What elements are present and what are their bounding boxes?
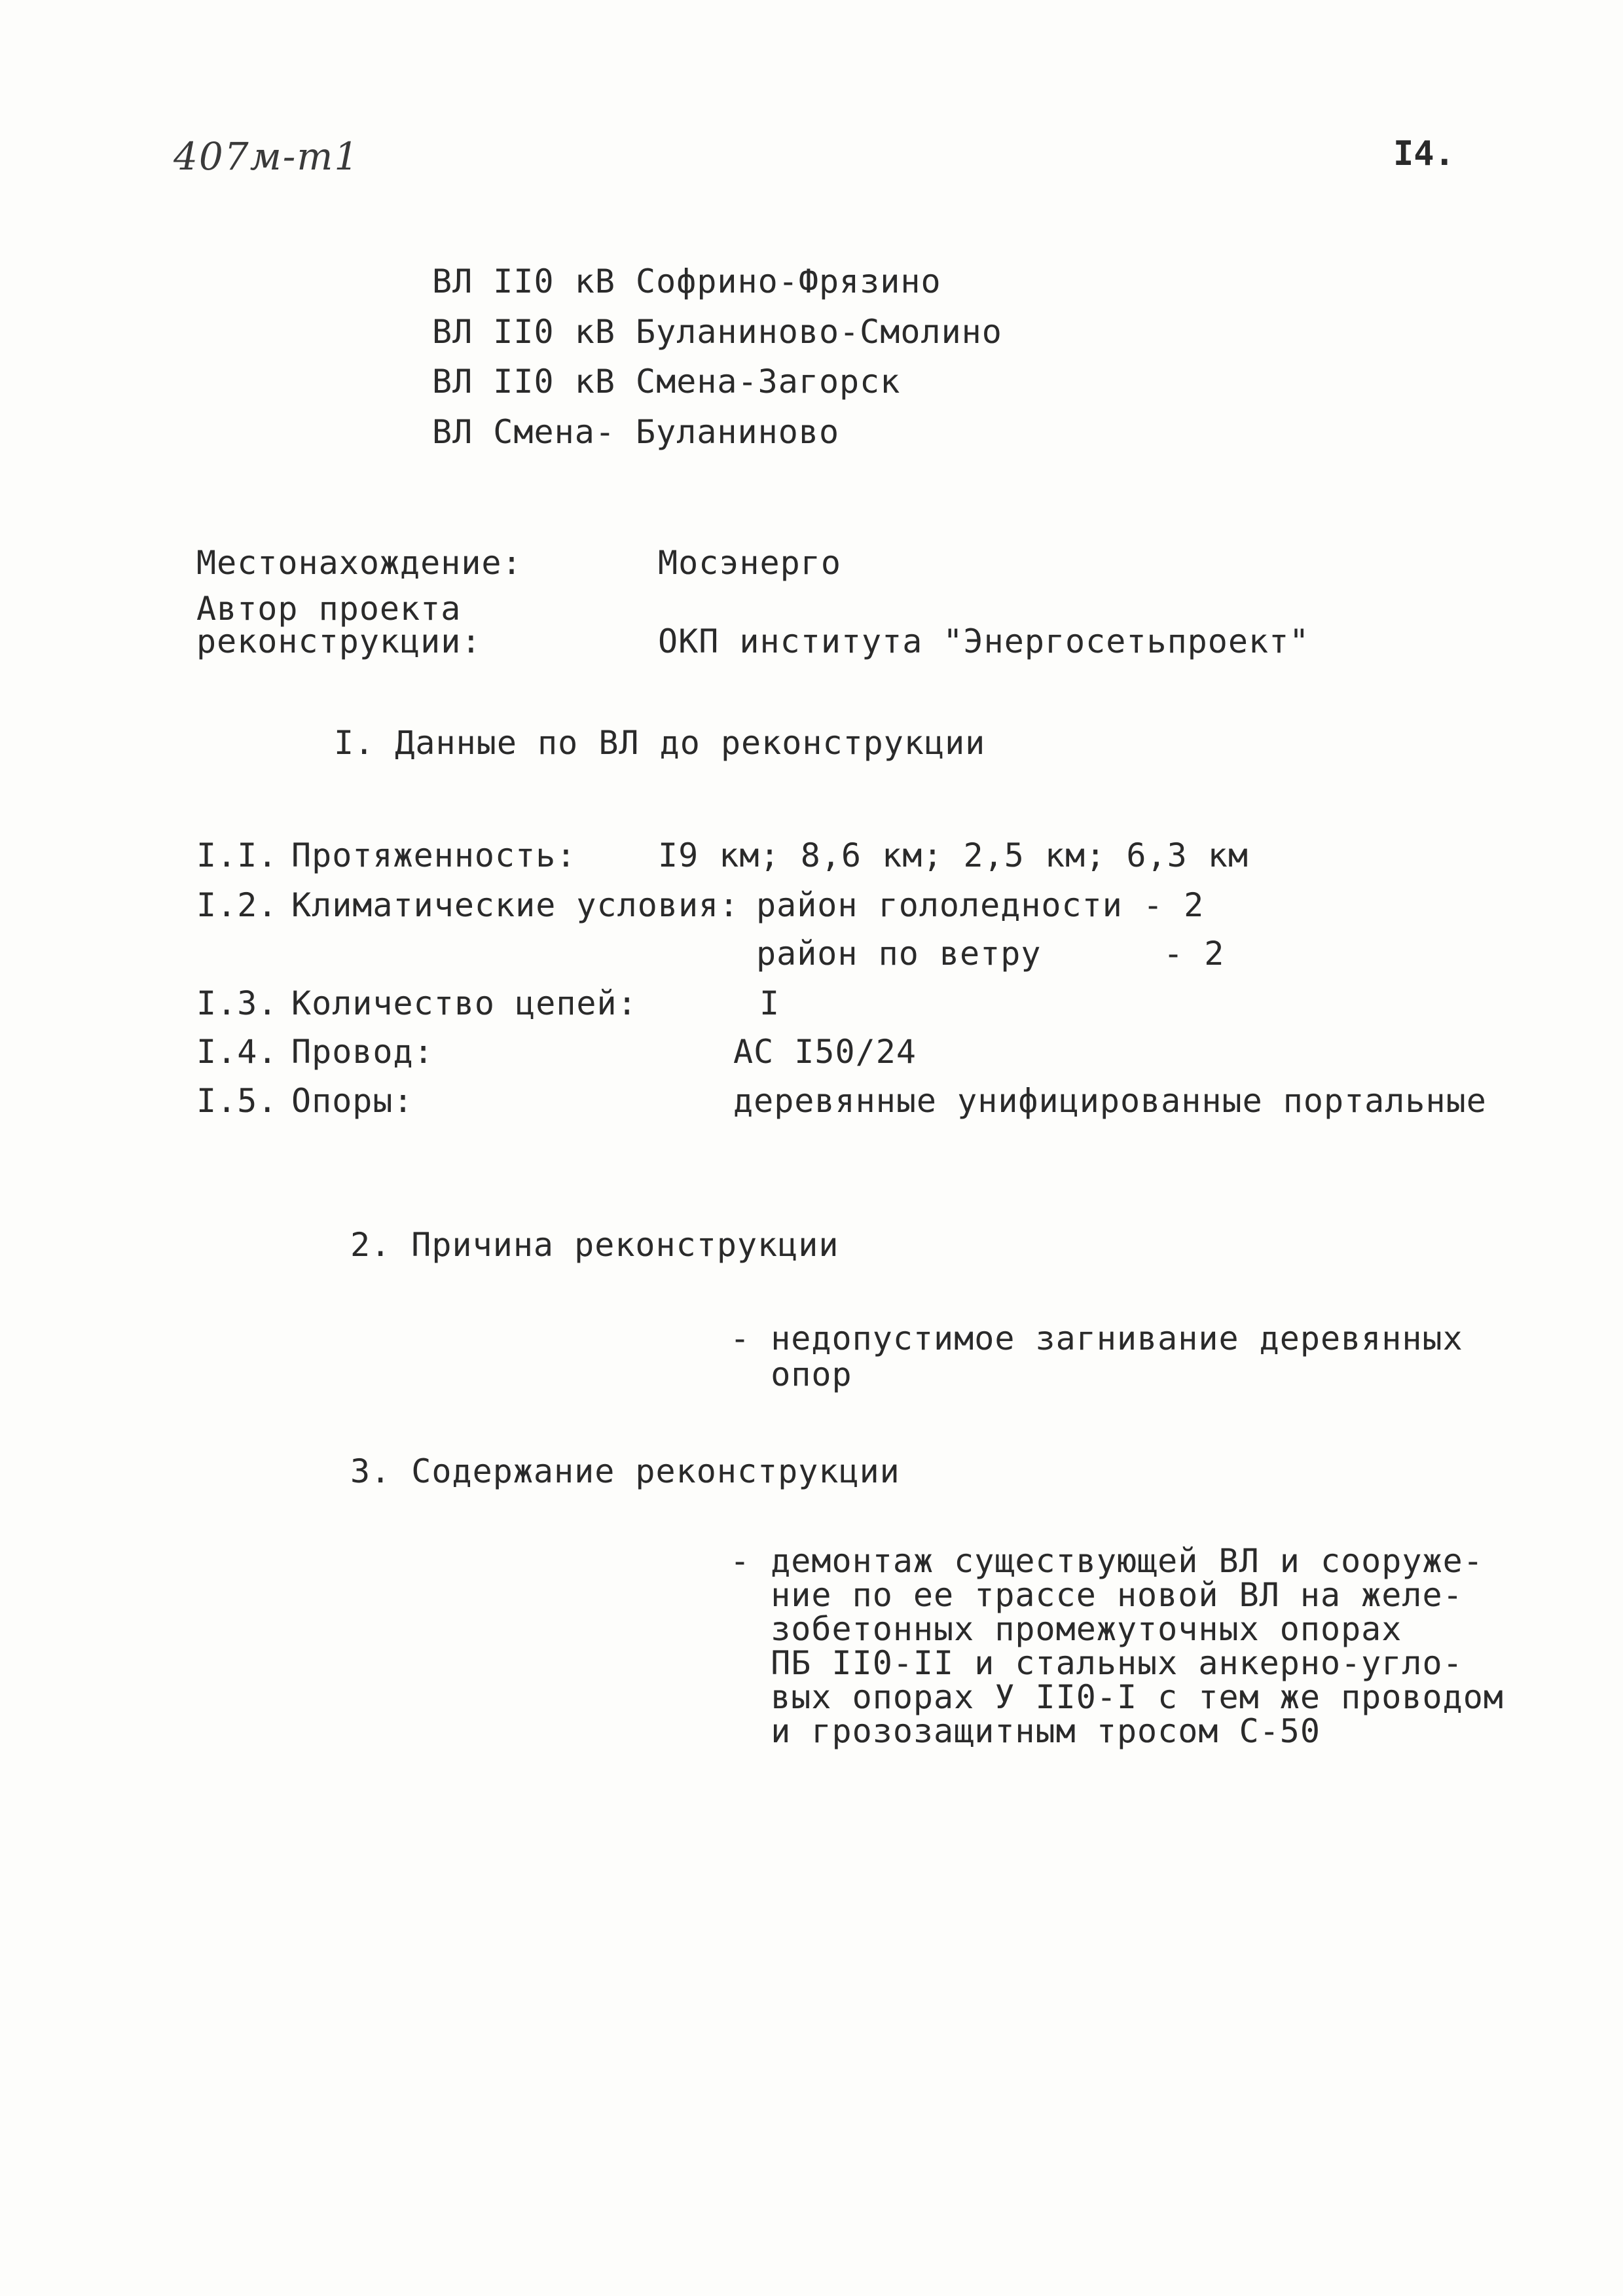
section-3-line: - демонтаж существующей ВЛ и сооруже- bbox=[730, 1542, 1484, 1580]
section-3-line: ние по ее трассе новой ВЛ на желе- bbox=[730, 1576, 1463, 1614]
section-3-line: ПБ II0-II и стальных анкерно-угло- bbox=[730, 1644, 1463, 1682]
author-label-line-1: Автор проекта bbox=[196, 590, 462, 628]
section-3-heading: 3. Содержание реконструкции bbox=[350, 1452, 900, 1490]
item-label: Опоры: bbox=[291, 1082, 414, 1120]
line-item: ВЛ Смена- Буланиново bbox=[432, 413, 840, 451]
line-item: ВЛ II0 кВ Буланиново-Смолино bbox=[432, 313, 1002, 351]
item-number: I.4. bbox=[196, 1033, 278, 1071]
section-2-line: - недопустимое загнивание деревянных bbox=[730, 1319, 1463, 1357]
item-number: I.3. bbox=[196, 984, 278, 1022]
item-number: I.5. bbox=[196, 1082, 278, 1120]
item-value: I bbox=[759, 984, 780, 1022]
author-value: ОКП института "Энергосетьпроект" bbox=[658, 622, 1310, 660]
location-label: Местонахождение: bbox=[196, 544, 522, 582]
author-label-line-2: реконструкции: bbox=[196, 622, 482, 660]
item-value: I9 км; 8,6 км; 2,5 км; 6,3 км bbox=[658, 836, 1249, 874]
item-label: Протяженность: bbox=[291, 836, 577, 874]
line-item: ВЛ II0 кВ Софрино-Фрязино bbox=[432, 262, 941, 300]
section-1-heading: I. Данные по ВЛ до реконструкции bbox=[334, 724, 986, 762]
item-number: I.2. bbox=[196, 886, 278, 924]
location-value: Мосэнерго bbox=[658, 544, 841, 582]
item-label: Климатические условия: bbox=[291, 886, 740, 924]
item-label: Провод: bbox=[291, 1033, 434, 1071]
item-value: район гололедности - 2 bbox=[756, 886, 1205, 924]
section-3-line: и грозозащитным тросом С-50 bbox=[730, 1712, 1321, 1750]
section-3-line: вых опорах У II0-I с тем же проводом bbox=[730, 1678, 1504, 1716]
section-3-line: зобетонных промежуточных опорах bbox=[730, 1610, 1402, 1648]
page-number: I4. bbox=[1393, 134, 1455, 173]
line-item: ВЛ II0 кВ Смена-Загорск bbox=[432, 363, 901, 401]
item-value: район по ветру - 2 bbox=[756, 935, 1225, 973]
section-2-heading: 2. Причина реконструкции bbox=[350, 1226, 839, 1264]
item-number: I.I. bbox=[196, 836, 278, 874]
handwritten-code: 407м-т1 bbox=[173, 134, 360, 179]
item-value: АС I50/24 bbox=[733, 1033, 917, 1071]
item-label: Количество цепей: bbox=[291, 984, 638, 1022]
section-2-line: опор bbox=[730, 1355, 852, 1393]
item-value: деревянные унифицированные портальные bbox=[733, 1082, 1487, 1120]
